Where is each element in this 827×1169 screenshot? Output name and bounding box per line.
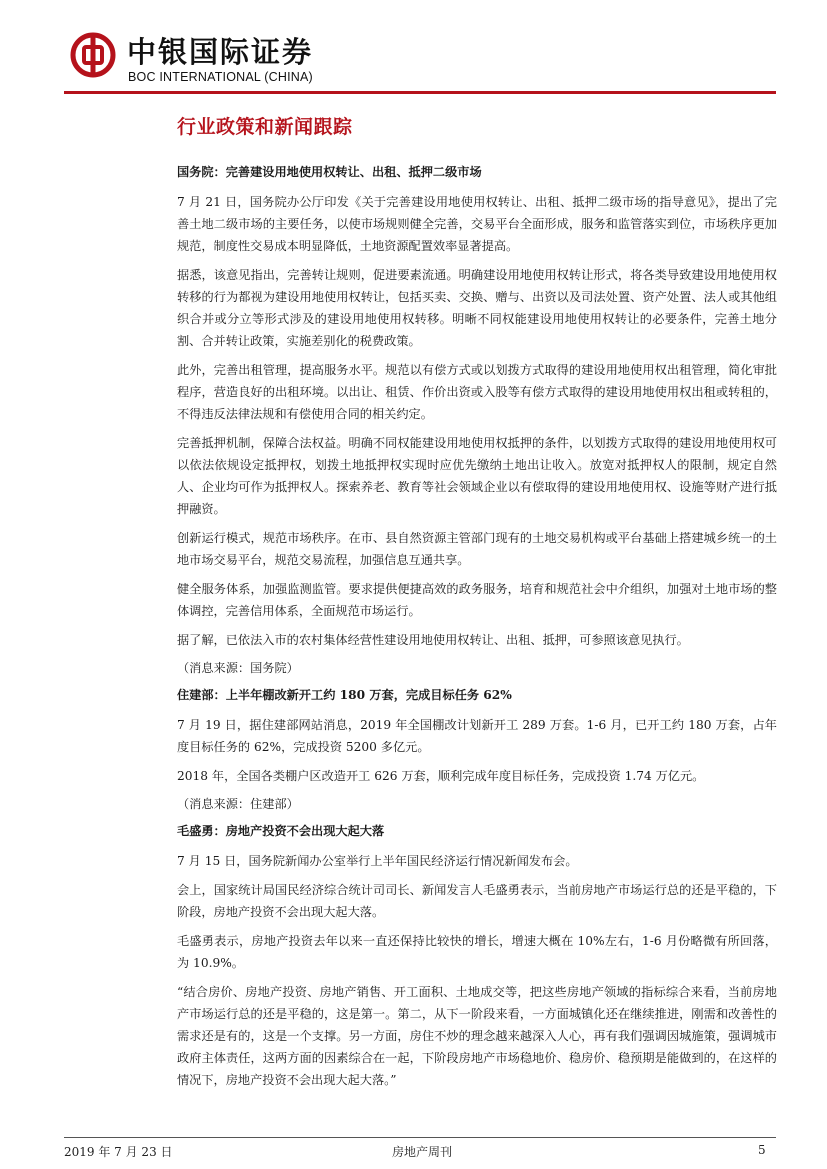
article	[177, 822, 777, 1091]
header-divider	[64, 91, 776, 94]
article-heading: 毛盛勇：房地产投资不会出现大起大落	[177, 824, 385, 838]
page-number: 5	[758, 1143, 766, 1157]
article-paragraph: 7 月 15 日，国务院新闻办公室举行上半年国民经济运行情况新闻发布会。	[177, 854, 578, 868]
article-paragraph: 此外，完善出租管理，提高服务水平。规范以有偿方式或以划拨方式取得的建设用地使用权出租管理，简化审批程序，营造良好的出租环境。以出让、租赁、作价出资或入股等有偿方式取得的建设用地使用权出租或转租的，不得违反法律法规和有偿使用合同的相关约定。	[177, 363, 777, 421]
brand-name-cn: 中银国际证券	[127, 35, 314, 69]
article-paragraph: 毛盛勇表示，房地产投资去年以来一直还保持比较快的增长，增速大概在 10%左右，1-6 月份略微有所回落，为 10.9%。	[177, 934, 777, 970]
brand-name-en: BOC INTERNATIONAL (CHINA)	[128, 70, 313, 84]
article-paragraph: 创新运行模式，规范市场秩序。在市、县自然资源主管部门现有的土地交易机构或平台基础上搭建城乡统一的土地市场交易平台，规范交易流程，加强信息互通共享。	[177, 531, 777, 567]
article-source: （消息来源：住建部）	[177, 797, 299, 811]
footer-title: 房地产周刊	[392, 1145, 453, 1159]
article-paragraph: 完善抵押机制，保障合法权益。明确不同权能建设用地使用权抵押的条件，以划拨方式取得的建设用地使用权可以依法依规设定抵押权，划拨土地抵押权实现时应优先缴纳土地出让收入。放宽对抵押权人的限制，规定自然人、企业均可作为抵押权人。探索养老、教育等社会领域企业以有偿取得的建设用地使用权、设施等财产进行抵押融资。	[177, 436, 777, 516]
article-paragraph: 7 月 19 日，据住建部网站消息，2019 年全国棚改计划新开工 289 万套。1-6 月，已开工约 180 万套，占年度目标任务的 62%，完成投资 5200 多亿元。	[177, 718, 777, 754]
article-paragraph: 健全服务体系，加强监测监管。要求提供便捷高效的政务服务，培育和规范社会中介组织，加强对土地市场的整体调控，完善信用体系，全面规范市场运行。	[177, 582, 777, 618]
article	[177, 686, 777, 814]
boc-logo-icon	[70, 32, 116, 78]
article-heading: 国务院：完善建设用地使用权转让、出租、抵押二级市场	[177, 165, 482, 179]
section-title: 行业政策和新闻跟踪	[177, 116, 353, 138]
article-heading: 住建部：上半年棚改新开工约 180 万套，完成目标任务 62%	[177, 688, 512, 702]
footer-divider	[64, 1137, 776, 1138]
article-paragraph: 据悉，该意见指出，完善转让规则，促进要素流通。明确建设用地使用权转让形式，将各类导致建设用地使用权转移的行为都视为建设用地使用权转让，包括买卖、交换、赠与、出资以及司法处置、资产处置、法人或其他组织合并或分立等形式涉及的建设用地使用权转移。明晰不同权能建设用地使用权转让的必要条件，完善土地分割、合并转让政策，实施差别化的税费政策。	[177, 268, 777, 348]
article-paragraph: 会上，国家统计局国民经济综合统计司司长、新闻发言人毛盛勇表示，当前房地产市场运行总的还是平稳的，下阶段，房地产投资不会出现大起大落。	[177, 883, 777, 919]
main-content	[177, 112, 777, 1091]
article-paragraph: 7 月 21 日，国务院办公厅印发《关于完善建设用地使用权转让、出租、抵押二级市场的指导意见》，提出了完善土地二级市场的主要任务，以使市场规则健全完善，交易平台全面形成，服务和监管落实到位，市场秩序更加规范，制度性交易成本明显降低，土地资源配置效率显著提高。	[177, 195, 777, 253]
footer-date: 2019 年 7 月 23 日	[64, 1145, 173, 1159]
article-quote: “结合房价、房地产投资、房地产销售、开工面积、土地成交等，把这些房地产领域的指标综合来看，当前房地产市场运行总的还是平稳的，这是第一。第二，从下一阶段来看，一方面城镇化还在继续推进，刚需和改善性的需求还是有的，这是一个支撑。另一方面，房住不炒的理念越来越深入人心，再有我们强调因城施策，强调城市政府主体责任，这两方面的因素综合在一起，下阶段房地产市场稳地价、稳房价、稳预期是能做到的，在这样的情况下，房地产投资不会出现大起大落。”	[177, 985, 777, 1087]
article-paragraph: 2018 年，全国各类棚户区改造开工 626 万套，顺利完成年度目标任务，完成投资 1.74 万亿元。	[177, 769, 705, 783]
article	[177, 163, 777, 678]
article-source: （消息来源：国务院）	[177, 661, 299, 675]
article-paragraph: 据了解，已依法入市的农村集体经营性建设用地使用权转让、出租、抵押，可参照该意见执行。	[177, 633, 689, 647]
page-header	[0, 0, 827, 100]
